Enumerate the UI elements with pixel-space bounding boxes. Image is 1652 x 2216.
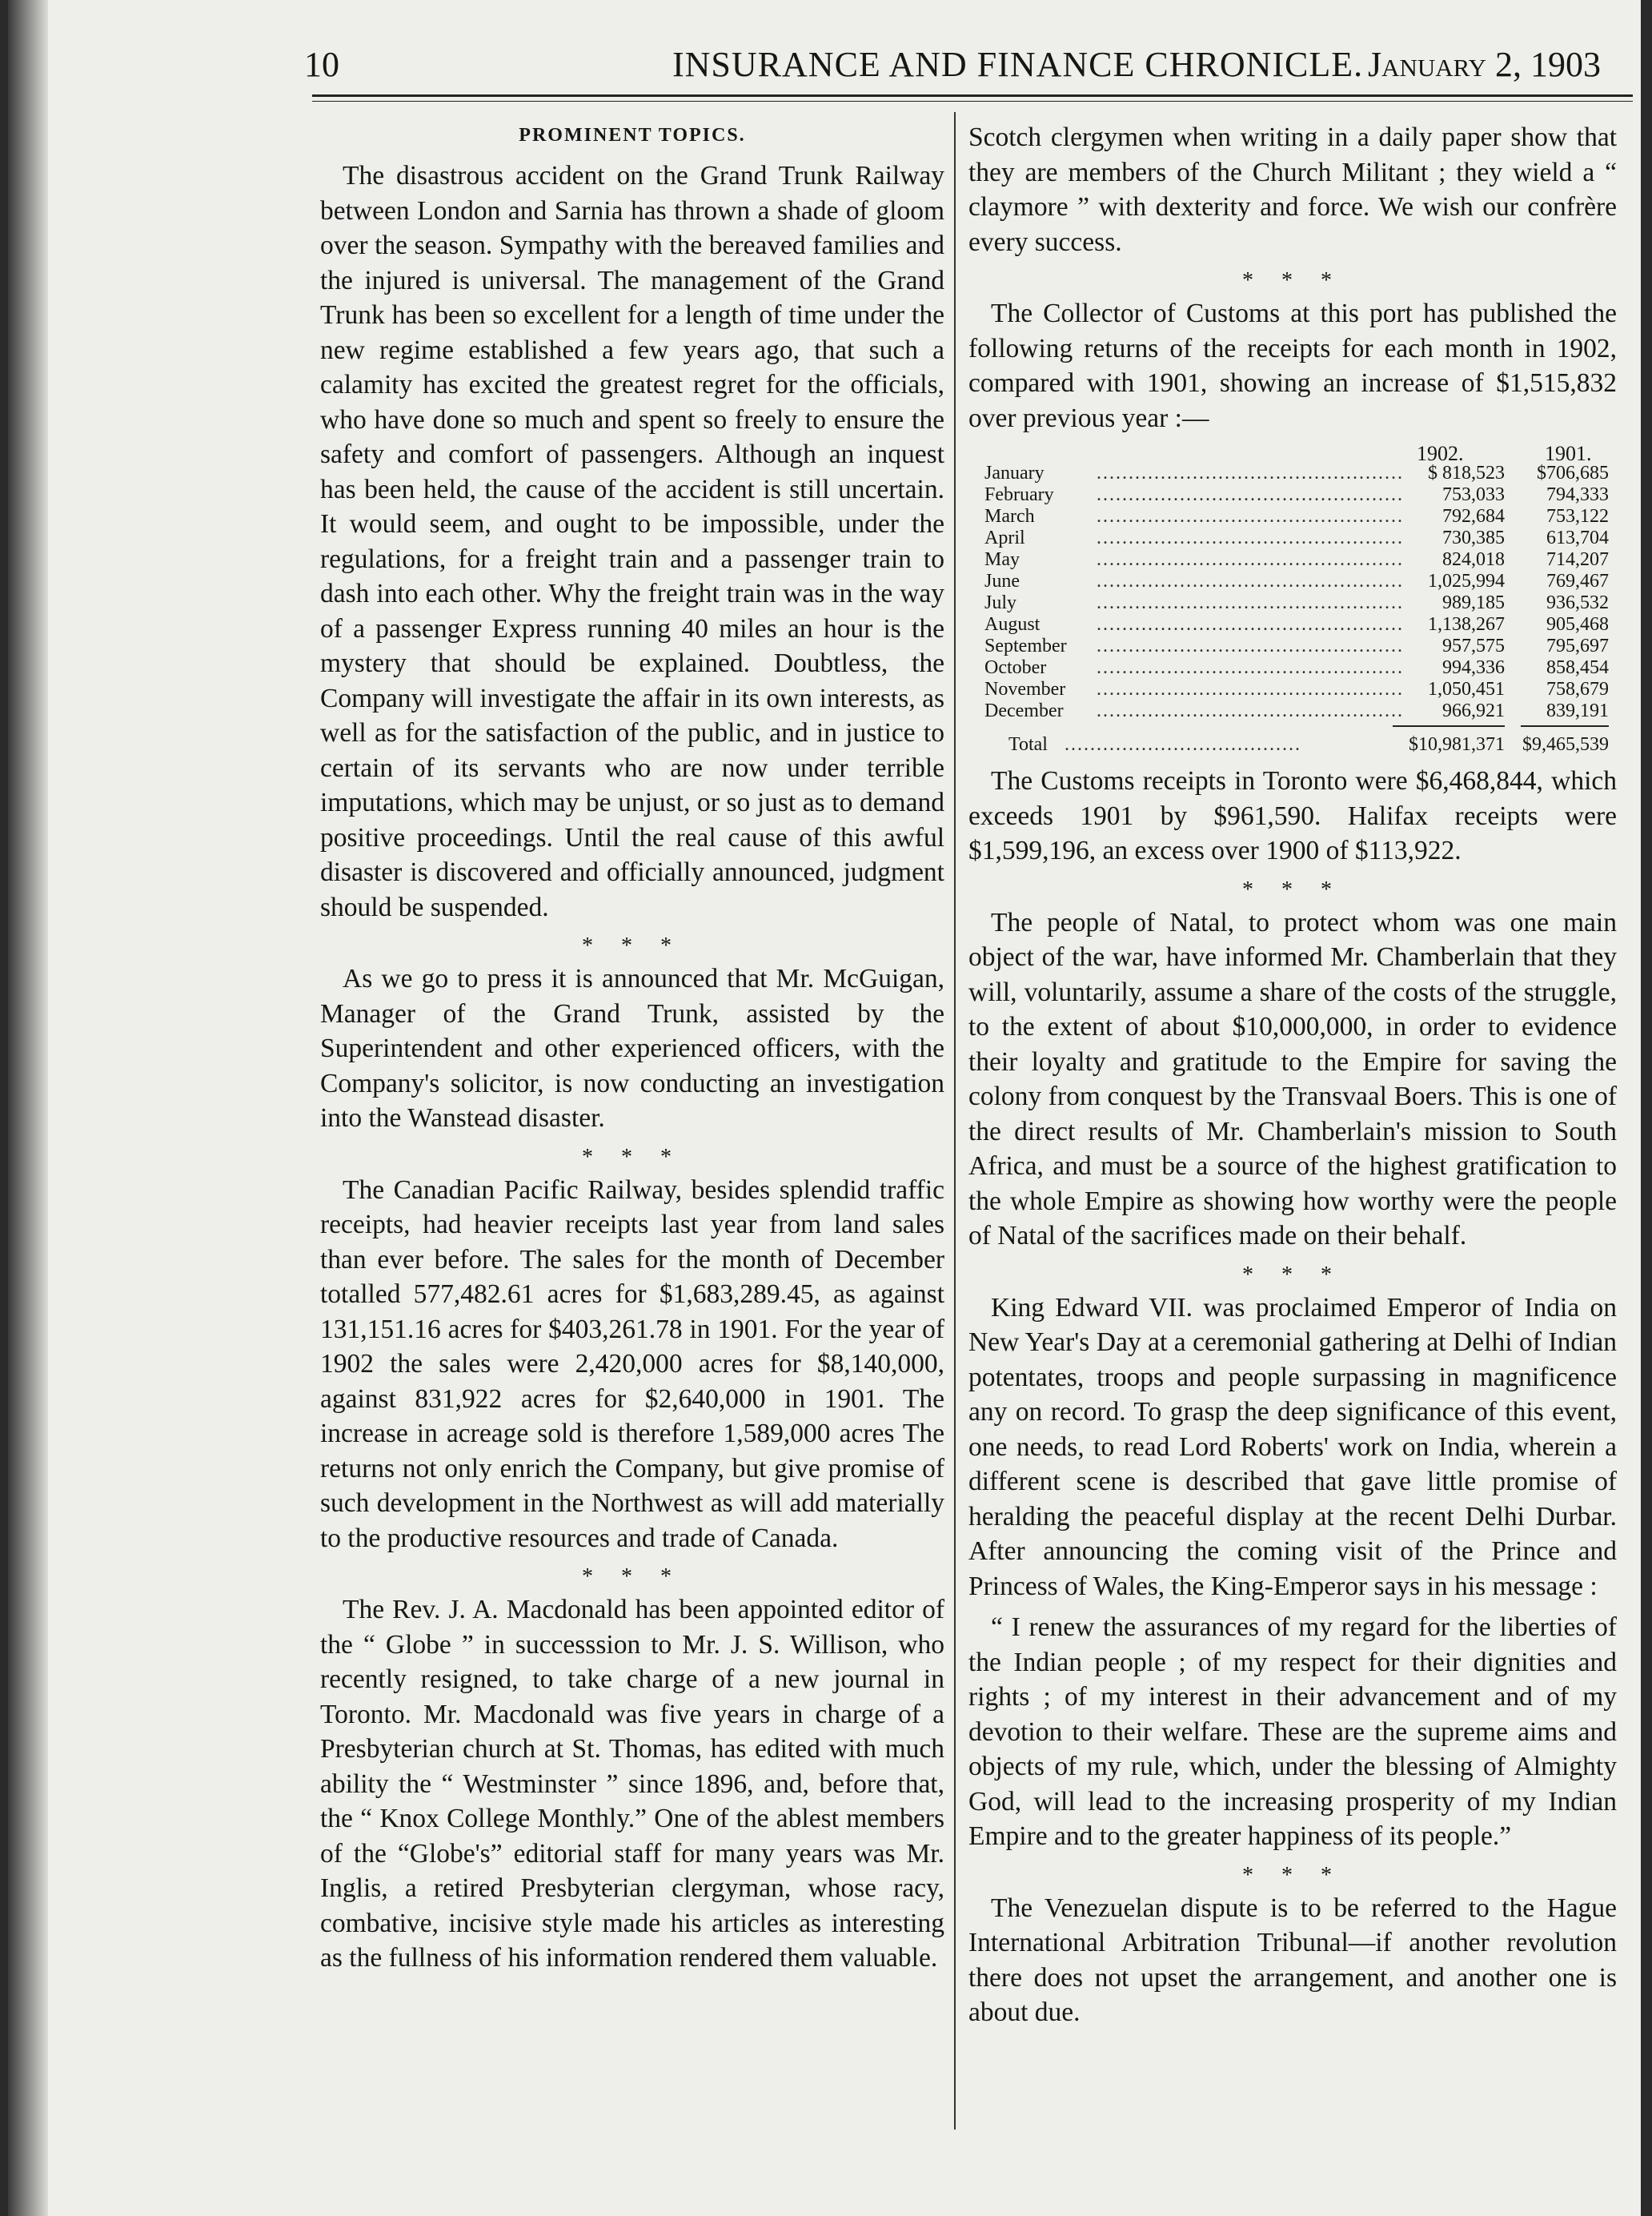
left-column (320, 120, 944, 1982)
value-1901: 753,122 (1546, 506, 1609, 527)
page-spine-shadow (8, 0, 48, 2216)
value-1902: 1,050,451 (1428, 679, 1505, 700)
total-rule (968, 722, 1617, 730)
column-header-1902: 1902. (1417, 442, 1464, 465)
article-natal: The people of Natal, to protect whom was one main object of the war, have informed Mr. Chamberlain that they will, voluntarily, assume a share of the costs of the struggle, to the extent of about $10,000,000, in order to evidence their loyalty and gratitude to the Empire for saving the colony from conquest by the Transvaal Boers. This is one of the direct results of Mr. Chamberlain's mission to South Africa, and must be a source of the highest gratification to the whole Empire as showing how worthy were the people of Natal of the sacrifices made on their behalf. (968, 907, 1617, 1251)
leader-dots: ................................................ (1097, 592, 1404, 613)
value-1902: 966,921 (1442, 701, 1505, 721)
article-cpr-land-sales: The Canadian Pacific Railway, besides splendid traffic receipts, had heavier receipts last year from land sales than ever before. The sales for the month of December totalled 577,482.61 acres for $1,683,289.45, as against 131,151.16 acres for $403,261.78 in 1901. For the year of 1902 the sales were 2,420,000 acres for $8,140,000, against 831,922 acres for $2,640,000 in 1901. The increase in acreage sold is therefore 1,589,000 acres The returns not only enrich the Company, but give promise of such development in the Northwest as will add materially to the productive resources and trade of Canada. (320, 1174, 944, 1553)
column-header-1901: 1901. (1545, 442, 1592, 465)
value-1901: 794,333 (1546, 484, 1609, 505)
leader-dots: ................................................ (1097, 614, 1404, 635)
value-1901: 758,679 (1546, 679, 1609, 700)
separator-stars: * * * (582, 1564, 683, 1589)
table-row (968, 571, 1617, 592)
leader-dots: ................................................ (1097, 484, 1404, 505)
publication-title: INSURANCE AND FINANCE CHRONICLE. (672, 45, 1364, 84)
section-heading: PROMINENT TOPICS. (519, 125, 746, 146)
month-label: May (984, 549, 1020, 570)
month-label: January (984, 463, 1045, 484)
article-king-edward: King Edward VII. was proclaimed Emperor of India on New Year's Day at a ceremonial gathering at Delhi of Indian potentates, troops and people surpassing in magnificence any on record. To grasp the deep significance of this event, one needs, to read Lord Roberts' work on India, wherein a different scene is described that gave little promise of heralding the peaceful display at the recent Delhi Durbar. After announcing the coming visit of the Prince and Princess of Wales, the King-Emperor says in his message : (968, 1292, 1617, 1601)
article-globe-editor-continued: Scotch clergymen when writing in a daily paper show that they are members of the Church Militant ; they wield a “ claymore ” with dexterity and force. We wish our confrère every success. (968, 122, 1617, 257)
value-1901: 714,207 (1546, 549, 1609, 570)
article-wanstead-investigation: As we go to press it is announced that Mr. McGuigan, Manager of the Grand Trunk, assisted by the Superintendent and other experienced officers, with the Company's solicitor, is now conducting an investigation into the Wanstead disaster. (320, 964, 944, 1133)
leader-dots: ................................................ (1097, 549, 1404, 570)
month-label: February (984, 484, 1054, 505)
table-row (968, 657, 1617, 679)
value-1901: 769,467 (1546, 571, 1609, 592)
article-venezuela: The Venezuelan dispute is to be referred to the Hague International Arbitration Tribunal—if another revolution there does not upset the arrangement, and another one is about due. (968, 1893, 1617, 2027)
value-1902: 994,336 (1442, 657, 1505, 678)
table-row (968, 614, 1617, 636)
separator-stars: * * * (1242, 268, 1343, 293)
leader-dots: ................................................ (1097, 657, 1404, 678)
value-1902: 792,684 (1442, 506, 1505, 527)
leader-dots: ................................................ (1097, 636, 1404, 656)
table-row (968, 636, 1617, 657)
leader-dots: ................................................ (1097, 463, 1404, 484)
table-row (968, 484, 1617, 506)
leader-dots: ................................................ (1097, 506, 1404, 527)
value-1902: 1,025,994 (1428, 571, 1505, 592)
article-customs-intro: The Collector of Customs at this port has published the following returns of the receipts for each month in 1902, compared with 1901, showing an increase of $1,515,832 over previous year :— (968, 299, 1617, 433)
leader-dots: ................................................ (1097, 701, 1404, 721)
month-label: June (984, 571, 1020, 592)
article-globe-editor: The Rev. J. A. Macdonald has been appointed editor of the “ Globe ” in successsion to Mr. J. S. Willison, who recently resigned, to take charge of a new journal in Toronto. Mr. Macdonald was five years in charge of a Presbyterian church at St. Thomas, has edited with much ability the “ Westminster ” since 1896, and, before that, the “ Knox College Monthly.” One of the ablest members of the “Globe's” editorial staff for many years was Mr. Inglis, a retired Presbyterian clergyman, whose racy, combative, incisive style made his articles as interesting as the fullness of his information rendered them valuable. (320, 1595, 944, 1973)
header-rule-thin (312, 101, 1633, 102)
month-label: October (984, 657, 1047, 678)
total-1901: $9,465,539 (1522, 734, 1609, 755)
month-label: November (984, 679, 1066, 700)
column-divider (954, 112, 956, 2130)
value-1902: 989,185 (1442, 592, 1505, 613)
month-label: August (984, 614, 1041, 635)
table-row (968, 528, 1617, 549)
value-1901: 936,532 (1546, 592, 1609, 613)
page-header (304, 44, 1633, 100)
month-label: July (984, 592, 1017, 613)
table-row (968, 592, 1617, 614)
leader-dots: ................................................ (1097, 679, 1404, 700)
article-king-message-quote: “ I renew the assurances of my regard for the liberties of the Indian people ; of my respect for their dignities and rights ; of my interest in their advancement and of my devotion to their welfare. These are the supreme aims and objects of my rule, which, under the blessing of Almighty God, will lead to the increasing prosperity of my Indian Empire and to the greater happiness of its people.” (968, 1612, 1617, 1851)
value-1902: 1,138,267 (1428, 614, 1505, 635)
table-row (968, 549, 1617, 571)
value-1902: 753,033 (1442, 484, 1505, 505)
month-label: April (984, 528, 1025, 548)
total-1902: $10,981,371 (1409, 734, 1505, 755)
table-row (968, 463, 1617, 484)
table-row-total: Total ..................................... $10,981,371 $9,465,539 (968, 730, 1617, 759)
leader-dots: ................................................ (1097, 528, 1404, 548)
page-number: 10 (304, 45, 339, 84)
separator-stars: * * * (1242, 1262, 1343, 1287)
separator-stars: * * * (1242, 877, 1343, 902)
value-1901: $706,685 (1537, 463, 1609, 484)
value-1901: 905,468 (1546, 614, 1609, 635)
value-1901: 839,191 (1546, 701, 1609, 721)
table-row (968, 506, 1617, 528)
leader-dots: ................................................ (1097, 571, 1404, 592)
total-label: Total (1008, 734, 1048, 755)
article-grand-trunk-accident: The disastrous accident on the Grand Trunk Railway between London and Sarnia has thrown a shade of gloom over the season. Sympathy with the bereaved families and the injured is universal. The management of the Grand Trunk has been so excellent for a length of time under the new regime established a few years ago, that such a calamity has excited the greatest regret for the officials, who have done so much and spent so freely to ensure the safety and comfort of passengers. Although an inquest has been held, the cause of the accident is still uncertain. It would seem, and ought to be impossible, under the regulations, for a freight train and a passenger train to dash into each other. Why the freight train was in the way of a passenger Express running 40 miles an hour is the mystery that should be explained. Doubtless, the Company will investigate the affair in its own interests, as well as for the satisfaction of the public, and in justice to certain of its servants who are now under terrible imputations, which may be unjust, or so just as to demand positive proceedings. Until the real cause of this awful disaster is discovered and officially announced, judgment should be suspended. (320, 161, 944, 922)
table-row (968, 701, 1617, 722)
table-header (968, 442, 1617, 463)
right-column (968, 120, 1617, 2037)
month-label: March (984, 506, 1035, 527)
separator-stars: * * * (582, 933, 683, 958)
table-row (968, 679, 1617, 701)
separator-stars: * * * (582, 1144, 683, 1170)
value-1901: 858,454 (1546, 657, 1609, 678)
value-1902: 730,385 (1442, 528, 1505, 548)
value-1901: 795,697 (1546, 636, 1609, 656)
value-1902: 824,018 (1442, 549, 1505, 570)
issue-date: January 2, 1903 (1367, 45, 1601, 84)
value-1902: 957,575 (1442, 636, 1505, 656)
article-customs-toronto-halifax: The Customs receipts in Toronto were $6,468,844, which exceeds 1901 by $961,590. Halifax receipts were $1,599,196, an excess over 1900 of $113,922. (968, 766, 1617, 865)
header-rule (312, 94, 1633, 97)
month-label: December (984, 701, 1064, 721)
customs-receipts-table (968, 442, 1617, 759)
month-label: September (984, 636, 1067, 656)
value-1901: 613,704 (1546, 528, 1609, 548)
separator-stars: * * * (1242, 1862, 1343, 1888)
value-1902: $ 818,523 (1428, 463, 1505, 484)
